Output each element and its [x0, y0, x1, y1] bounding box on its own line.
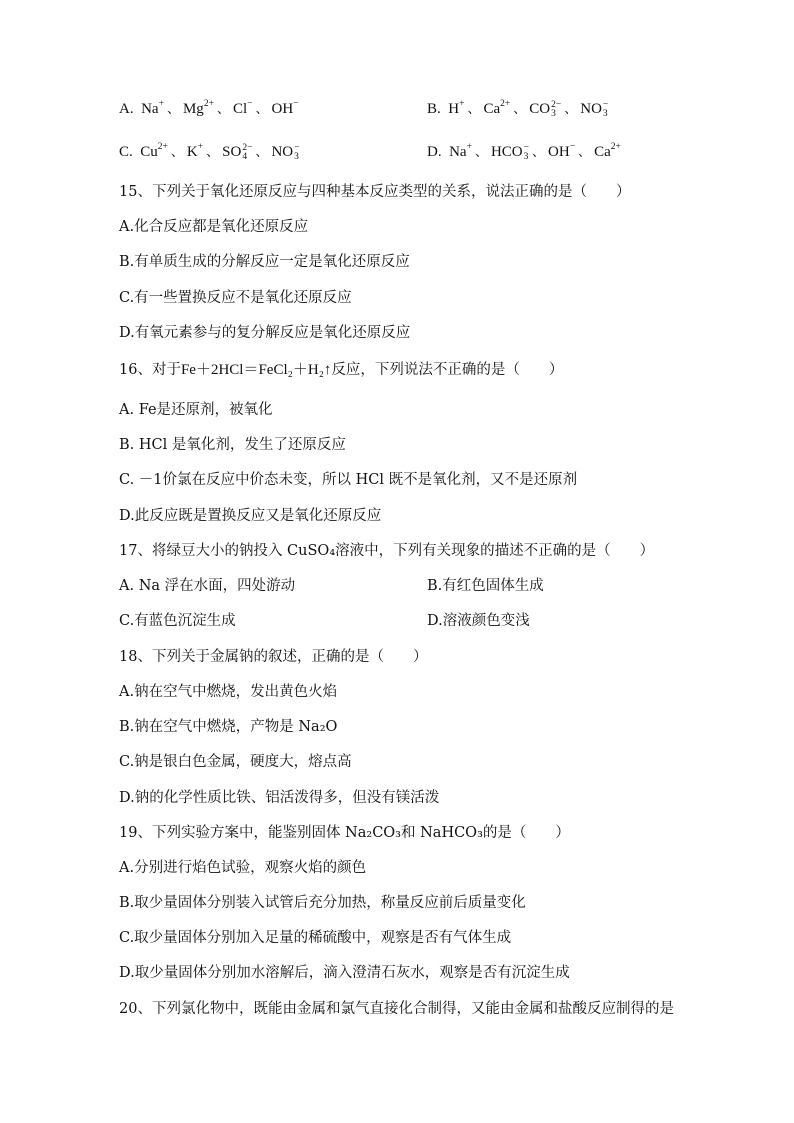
- q17-option-d: D.溶液颜色变浅: [427, 613, 530, 629]
- q14-option-c: C. $Cu^{2+}$ 、 K+ 、 SO 2− 4 、 NO − 3: [119, 142, 300, 162]
- q19-option-a: A.分别进行焰色试验，观察火焰的颜色: [119, 860, 367, 876]
- option-label: B.: [427, 101, 441, 117]
- ion: NO − 3: [271, 142, 300, 162]
- ion: HCO − 3: [490, 142, 529, 162]
- q17-option-b: B.有红色固体生成: [427, 578, 544, 594]
- option-label: D.: [427, 144, 442, 160]
- q18-option-d: D.钠的化学性质比铁、铝活泼得多，但没有镁活泼: [119, 790, 440, 806]
- q16-stem: [119, 360, 563, 380]
- stem-prefix: 16、对于: [119, 362, 181, 378]
- ion: $Ca^{2+}$: [483, 99, 511, 117]
- q19-option-b: B.取少量固体分别装入试管后充分加热，称量反应前后质量变化: [119, 895, 526, 911]
- q18-stem: 18、下列关于金属钠的叙述，正确的是（ ）: [119, 649, 428, 665]
- q15-option-a: A.化合反应都是氧化还原反应: [119, 219, 309, 235]
- q19-option-d: D.取少量固体分别加水溶解后，滴入澄清石灰水，观察是否有沉淀生成: [119, 965, 570, 981]
- q18-option-a: A.钠在空气中燃烧，发出黄色火焰: [119, 684, 338, 700]
- q15-option-c: C.有一些置换反应不是氧化还原反应: [119, 290, 352, 306]
- ion: K+: [186, 142, 204, 160]
- ion: Na+: [141, 99, 164, 117]
- q18-option-c: C.钠是银白色金属，硬度大，熔点高: [119, 754, 352, 770]
- q17-option-a: A. Na 浮在水面，四处游动: [119, 578, 296, 594]
- q18-option-b: B.钠在空气中燃烧，产物是 Na₂O: [119, 719, 338, 735]
- option-label: A.: [119, 101, 134, 117]
- ion: $Cu^{2+}$: [140, 142, 168, 160]
- ion: Na+: [449, 142, 472, 160]
- stem-suffix: 反应，下列说法不正确的是（ ）: [331, 362, 564, 378]
- q14-option-b: B. H+ 、 $Ca^{2+}$ 、 CO 2− 3 、 NO − 3: [427, 99, 609, 119]
- q16-option-d: D.此反应既是置换反应又是氧化还原反应: [119, 508, 382, 524]
- q14-option-a: A. Na+ 、 $Mg^{2+}$ 、 Cl− 、 OH−: [119, 99, 299, 117]
- q17-stem: 17、将绿豆大小的钠投入 CuSO₄溶液中，下列有关现象的描述不正确的是（ ）: [119, 543, 655, 559]
- ion: CO 2− 3: [529, 99, 562, 119]
- q16-option-a: A. Fe是还原剂，被氧化: [119, 402, 273, 418]
- ion: $Mg^{2+}$: [182, 99, 214, 117]
- q20-stem: 20、下列氯化物中，既能由金属和氯气直接化合制得，又能由金属和盐酸反应制得的是: [119, 1001, 674, 1017]
- q15-stem: 15、下列关于氧化还原反应与四种基本反应类型的关系，说法正确的是（ ）: [119, 184, 631, 200]
- q16-option-b: B. HCl 是氧化剂，发生了还原反应: [119, 437, 346, 453]
- ion: OH−: [548, 142, 576, 160]
- q19-stem: 19、下列实验方案中，能鉴别固体 Na₂CO₃和 NaHCO₃的是（ ）: [119, 825, 570, 841]
- ion: NO − 3: [580, 99, 609, 119]
- ion: H+: [448, 99, 465, 117]
- q14-option-d: D. Na+ 、 HCO − 3 、 OH− 、 $Ca^{2+}$: [427, 142, 621, 162]
- reaction-equation: Fe＋2HCl＝FeCl₂＋H₂↑: [180, 362, 332, 378]
- q17-option-c: C.有蓝色沉淀生成: [119, 613, 236, 629]
- q16-option-c: C. －1价氯在反应中价态未变，所以 HCl 既不是氧化剂，又不是还原剂: [119, 472, 578, 488]
- ion: Cl−: [232, 99, 253, 117]
- q19-option-c: C.取少量固体分别加入足量的稀硫酸中，观察是否有气体生成: [119, 930, 512, 946]
- q15-option-d: D.有氧元素参与的复分解反应是氧化还原反应: [119, 325, 411, 341]
- ion: OH−: [271, 99, 299, 117]
- ion: SO 2− 4: [222, 142, 253, 162]
- option-label: C.: [119, 144, 133, 160]
- q15-option-b: B.有单质生成的分解反应一定是氧化还原反应: [119, 254, 410, 270]
- ion: $Ca^{2+}$: [594, 142, 621, 160]
